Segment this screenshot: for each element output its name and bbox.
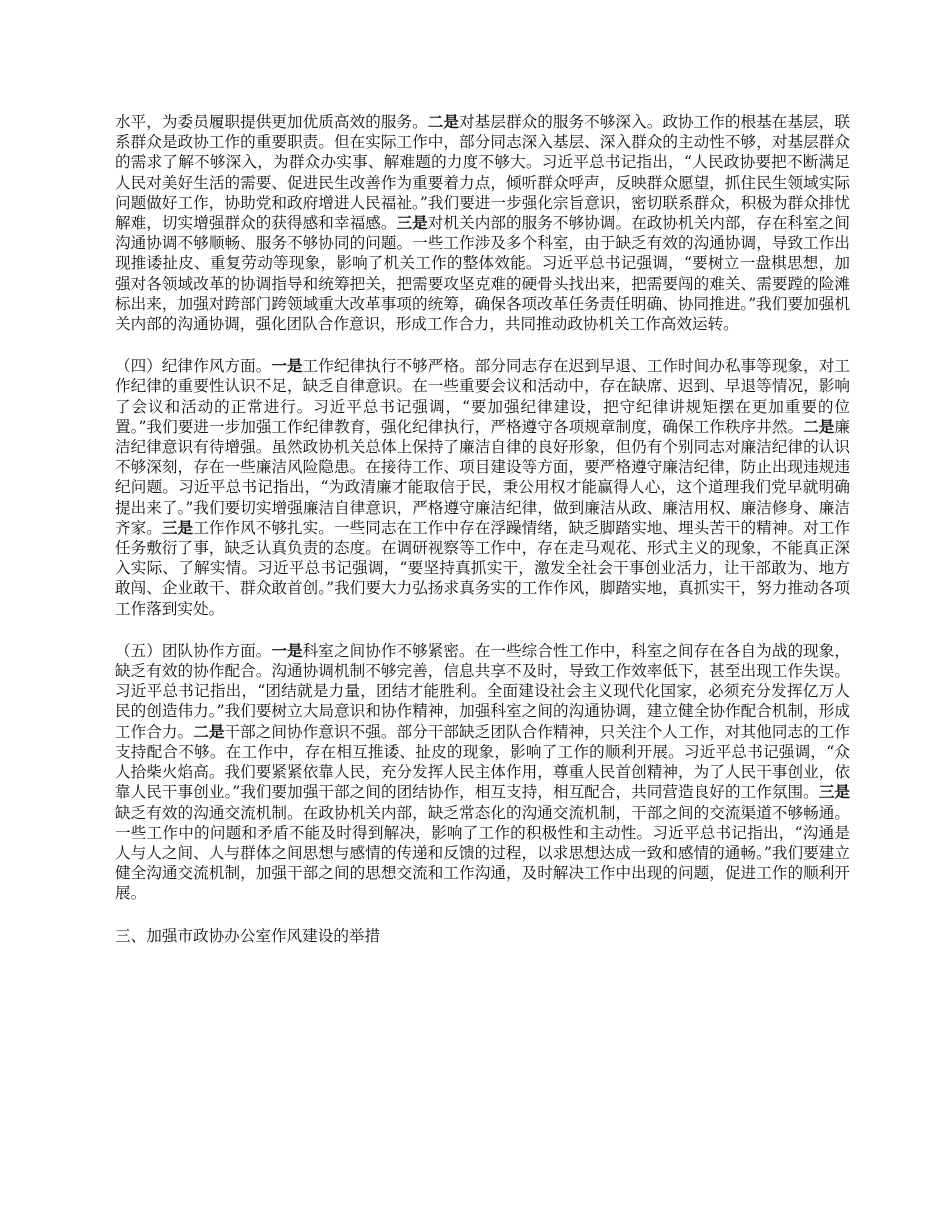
section-lead: （五）团队协作方面。 xyxy=(115,641,272,660)
paragraph-text: 干部之间协作意识不强。部分干部缺乏团队合作精神，只关注个人工作，对其他同志的工作支持配合不够。在工作中，存在相互推诿、扯皮的现象，影响了工作的顺利开展。习近平总书记强调，“众人拾柴火焰高。我们要紧紧依靠人民，充分发挥人民主体作用，尊重人民首创精神，为了人民干事创业，依靠人民干事创业。”我们要加强干部之间的团结协作，相互支持，相互配合，共同营造良好的工作氛围。 xyxy=(115,722,850,802)
paragraph-text: 水平，为委员履职提供更加优质高效的服务。 xyxy=(115,113,428,131)
section-heading: 三、加强市政协办公室作风建设的举措 xyxy=(115,926,381,945)
emphasis-label: 三是 xyxy=(161,517,194,537)
paragraph-discipline xyxy=(115,356,850,619)
emphasis-label: 二是 xyxy=(193,721,225,741)
paragraph-text: 工作作风不够扎实。一些同志在工作中存在浮躁情绪，缺乏脚踏实地、埋头苦干的精神。对工作任务敷衍了事，缺乏认真负责的态度。在调研视察等工作中，存在走马观花、形式主义的现象，不能真正深入实际、了解实情。习近平总书记强调，“要坚持真抓实干，激发全社会干事创业活力，让干部敢为、地方敢闯、企业敢干、群众敢首创。”我们要大力弘扬求真务实的工作作风，脚踏实地，真抓实干，努力推动各项工作落到实处。 xyxy=(115,518,850,618)
emphasis-label: 二是 xyxy=(803,416,835,436)
emphasis-label: 三是 xyxy=(396,213,428,233)
paragraph-teamwork xyxy=(115,641,850,904)
section-lead: （四）纪律作风方面。 xyxy=(115,357,272,376)
paragraph-text: 工作纪律执行不够严格。部分同志存在迟到早退、工作时间办私事等现象，对工作纪律的重要性认识不足，缺乏自律意识。在一些重要会议和活动中，存在缺席、迟到、早退等情况，影响了会议和活动的正常进行。习近平总书记强调，“要加强纪律建设，把守纪律讲规矩摆在更加重要的位置。”我们要进一步加强工作纪律教育，强化纪律执行，严格遵守各项规章制度，确保工作秩序井然。 xyxy=(115,357,850,436)
paragraph-text: 缺乏有效的沟通交流机制。在政协机关内部，缺乏常态化的沟通交流机制，干部之间的交流渠道不够畅通。一些工作中的问题和矛盾不能及时得到解决，影响了工作的积极性和主动性。习近平总书记指出，“沟通是人与人之间、人与群体之间思想与感情的传递和反馈的过程，以求思想达成一致和感情的通畅。”我们要建立健全沟通交流机制，加强干部之间的思想交流和工作沟通，及时解决工作中出现的问题，促进工作的顺利开展。 xyxy=(115,803,850,903)
paragraph-service xyxy=(115,112,850,334)
paragraph-text: 对基层群众的服务不够深入。政协工作的根基在基层，联系群众是政协工作的重要职责。但在实际工作中，部分同志深入基层、深入群众的主动性不够，对基层群众的需求了解不够深入，为群众办实事、解难题的力度不够大。习近平总书记指出，“人民政协要把不断满足人民对美好生活的需要、促进民生改善作为重要着力点，倾听群众呼声，反映群众愿望，抓住民生领域实际问题做好工作，协助党和政府增进人民福祉。”我们要进一步强化宗旨意识，密切联系群众，积极为群众排忧解难，切实增强群众的获得感和幸福感。 xyxy=(115,113,850,233)
emphasis-label: 一是 xyxy=(271,640,303,660)
emphasis-label: 三是 xyxy=(818,782,850,802)
paragraph-text: 科室之间协作不够紧密。在一些综合性工作中，科室之间存在各自为战的现象，缺乏有效的协作配合。沟通协调机制不够完善，信息共享不及时，导致工作效率低下，甚至出现工作失误。习近平总书记指出，“团结就是力量，团结才能胜利。全面建设社会主义现代化国家，必须充分发挥亿万人民的创造伟力。”我们要树立大局意识和协作精神，加强科室之间的沟通协调，建立健全协作配合机制，形成工作合力。 xyxy=(115,641,850,741)
paragraph-text: 对机关内部的服务不够协调。在政协机关内部，存在科室之间沟通协调不够顺畅、服务不够协同的问题。一些工作涉及多个科室，由于缺乏有效的沟通协调，导致工作出现推诿扯皮、重复劳动等现象，影响了机关工作的整体效能。习近平总书记强调，“要树立一盘棋思想，加强对各领域改革的协调指导和统筹把关，把需要攻坚克难的硬骨头找出来，把需要闯的难关、需要蹚的险滩标出来，加强对跨部门跨领域重大改革事项的统筹，确保各项改革任务责任明确、协同推进。”我们要加强机关内部的沟通协调，强化团队合作意识，形成工作合力，共同推动政协机关工作高效运转。 xyxy=(115,214,850,334)
paragraph-text: 廉洁纪律意识有待增强。虽然政协机关总体上保持了廉洁自律的良好形象，但仍有个别同志对廉洁纪律的认识不够深刻，存在一些廉洁风险隐患。在接待工作、项目建设等方面，要严格遵守廉洁纪律，防止出现违规违纪问题。习近平总书记指出，“为政清廉才能取信于民，秉公用权才能赢得人心，这个道理我们党早就明确提出来了。”我们要切实增强廉洁自律意识，严格遵守廉洁纪律，做到廉洁从政、廉洁用权、廉洁修身、廉洁齐家。 xyxy=(115,417,850,537)
emphasis-label: 一是 xyxy=(271,356,303,376)
document-page xyxy=(115,112,850,946)
emphasis-label: 二是 xyxy=(427,112,460,131)
